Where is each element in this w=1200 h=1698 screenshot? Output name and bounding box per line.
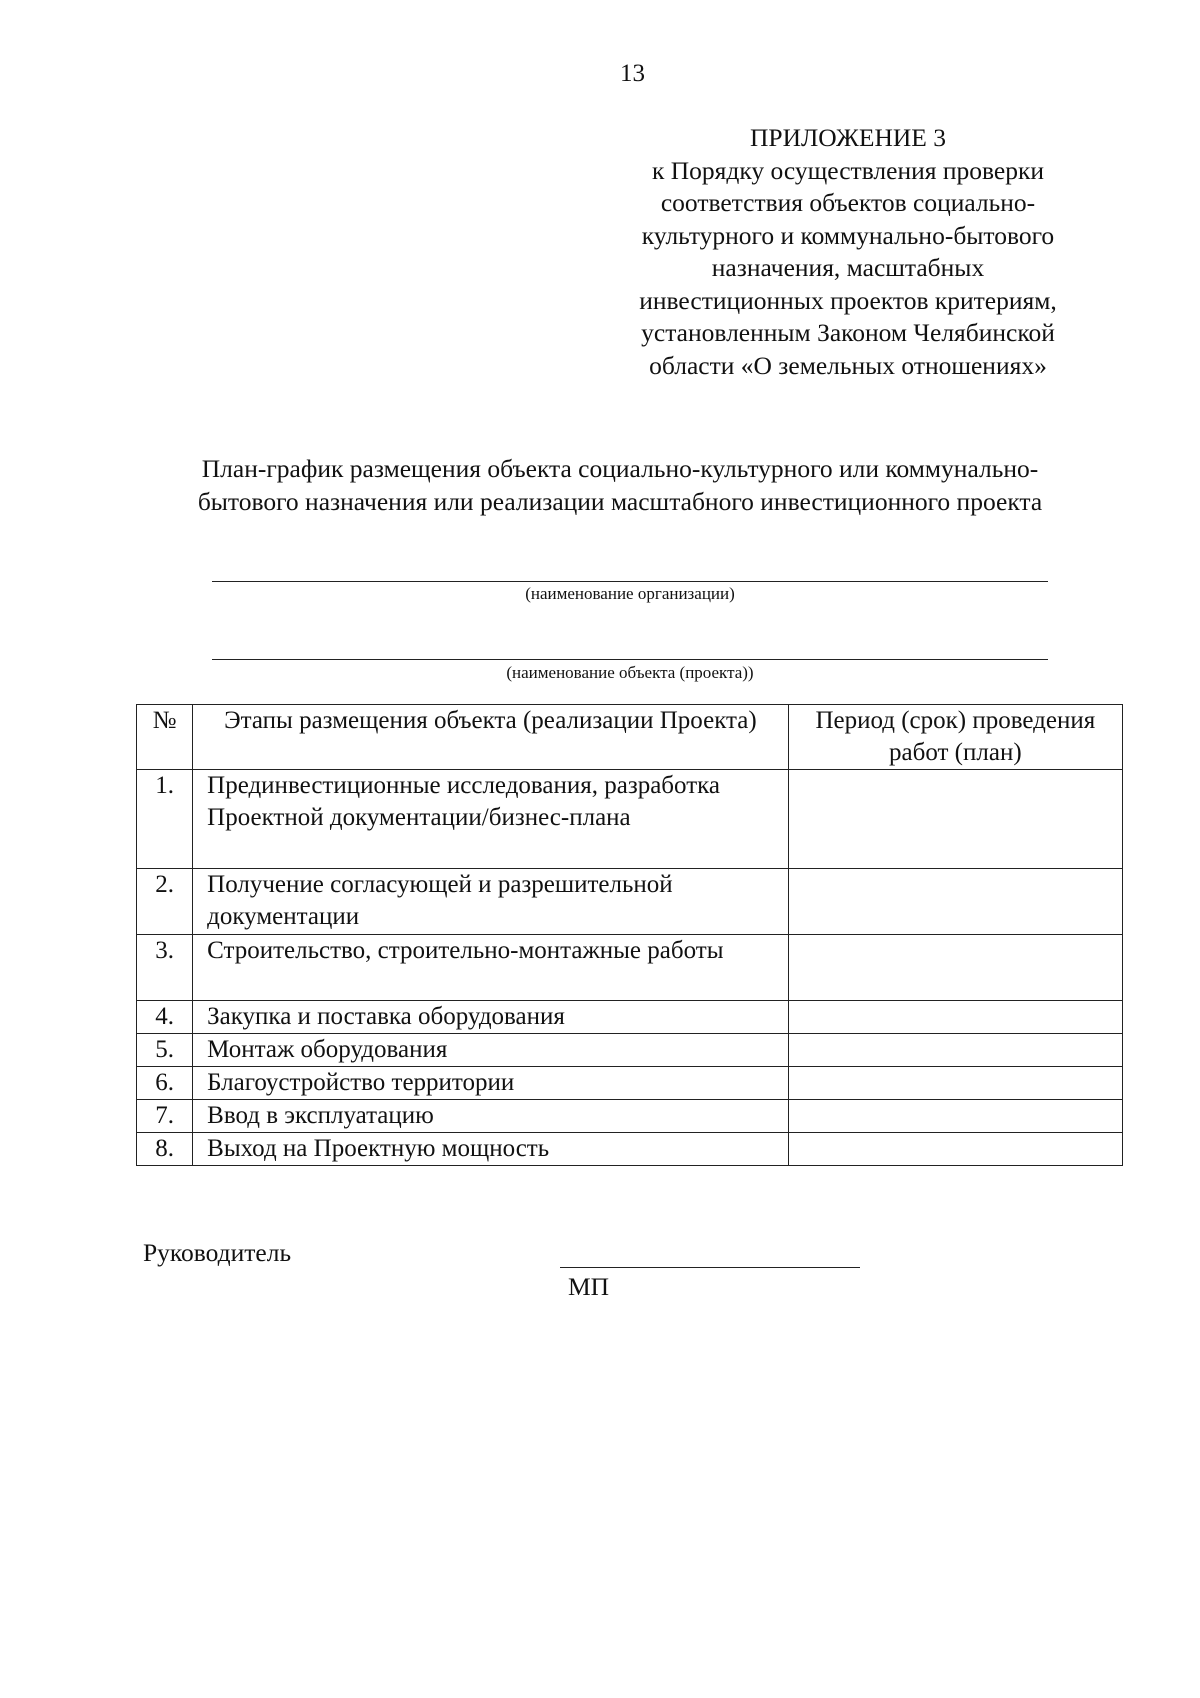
organization-name-caption: (наименование организации) [525, 584, 735, 603]
object-name-line [212, 659, 1048, 660]
appendix-line: установленным Законом Челябинской [641, 318, 1055, 347]
row-number: 7. [137, 1100, 193, 1133]
row-stage: Ввод в эксплуатацию [193, 1100, 789, 1133]
row-number: 8. [137, 1133, 193, 1166]
row-number: 6. [137, 1067, 193, 1100]
appendix-line: культурного и коммунально-бытового [641, 220, 1055, 250]
table-row [137, 869, 1123, 935]
row-period [788, 1100, 1122, 1133]
row-stage: Выход на Проектную мощность [193, 1133, 789, 1166]
appendix-line: области «О земельных отношениях» [649, 350, 1047, 380]
appendix-heading: ПРИЛОЖЕНИЕ 3 [749, 123, 947, 152]
row-number: 4. [137, 1001, 193, 1034]
row-number: 2. [137, 869, 193, 935]
row-number: 3. [137, 935, 193, 1001]
row-number: 5. [137, 1034, 193, 1067]
header-number: № [137, 705, 193, 770]
appendix-line: к Порядку осуществления проверки [652, 155, 1044, 185]
row-period [788, 1034, 1122, 1067]
row-stage: Монтаж оборудования [193, 1034, 789, 1067]
table-header-row [137, 705, 1123, 770]
table-row [137, 935, 1123, 1001]
table-row [137, 1100, 1123, 1133]
title-line: План-график размещения объекта социально-культурного или коммунально- [201, 454, 1039, 483]
schedule-table [136, 704, 1123, 1166]
document-title [120, 452, 1120, 518]
row-period [788, 1067, 1122, 1100]
row-period [788, 935, 1122, 1001]
object-name-caption: (наименование объекта (проекта)) [506, 663, 754, 682]
row-period [788, 869, 1122, 935]
appendix-line: назначения, масштабных [711, 253, 985, 282]
signer-role: Руководитель [143, 1238, 292, 1267]
title-line: бытового назначения или реализации масштабного инвестиционного проекта [197, 487, 1043, 516]
row-number: 1. [137, 770, 193, 869]
header-stage: Этапы размещения объекта (реализации Проекта) [193, 705, 789, 770]
row-period [788, 1001, 1122, 1034]
row-stage: Получение согласующей и разрешительной документации [193, 869, 789, 935]
table-row [137, 770, 1123, 869]
table-row [137, 1034, 1123, 1067]
row-period [788, 1133, 1122, 1166]
organization-name-line [212, 581, 1048, 582]
row-stage: Благоустройство территории [193, 1067, 789, 1100]
signature-line [560, 1267, 860, 1268]
stamp-label: МП [568, 1272, 610, 1301]
header-period: Период (срок) проведения работ (план) [788, 705, 1122, 770]
page-number: 13 [620, 60, 645, 87]
table-row [137, 1133, 1123, 1166]
row-stage: Прединвестиционные исследования, разработка Проектной документации/бизнес-плана [193, 770, 789, 869]
table-row [137, 1001, 1123, 1034]
table-row [137, 1067, 1123, 1100]
row-stage: Строительство, строительно-монтажные работы [193, 935, 789, 1001]
row-period [788, 770, 1122, 869]
appendix-block [608, 122, 1088, 382]
appendix-line: инвестиционных проектов критериям, [639, 285, 1057, 315]
appendix-line: соответствия объектов социально- [660, 188, 1036, 217]
row-stage: Закупка и поставка оборудования [193, 1001, 789, 1034]
